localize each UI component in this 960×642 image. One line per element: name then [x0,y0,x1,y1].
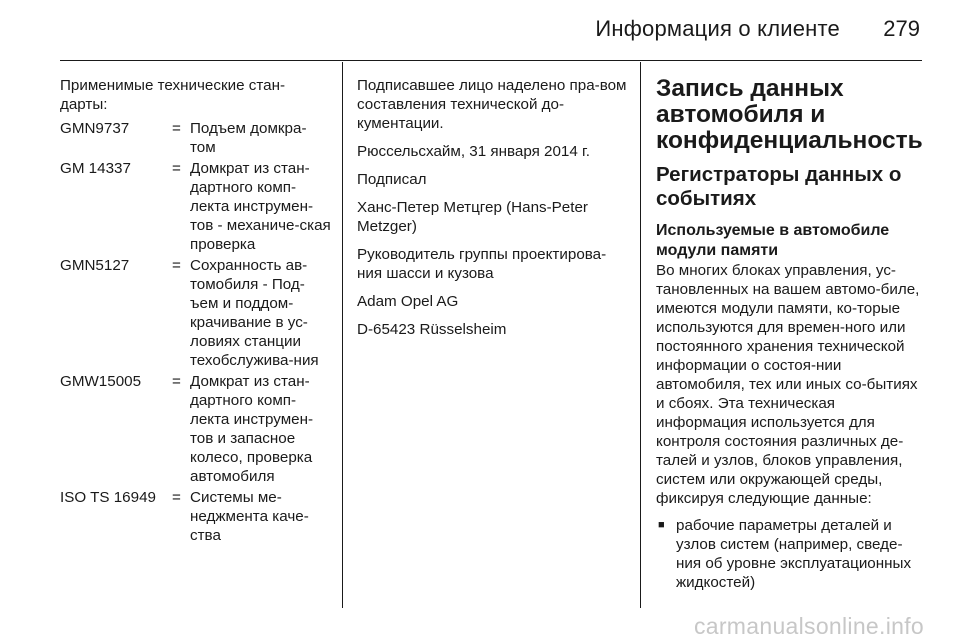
column-divider-1 [342,62,343,608]
column-standards [60,76,332,547]
bullet-item [656,516,926,592]
subsection-heading: Регистраторы данных о событиях [656,163,902,210]
standard-row [60,119,332,157]
standard-code: GMN9737 [60,120,130,137]
bullet-square-icon: ■ [658,519,665,531]
standard-code: GMW15005 [60,373,142,390]
header-title: Информация о клиенте [595,16,840,41]
signature-paragraph: Подписавшее лицо наделено пра-вом составления технической до-кументации. [357,77,627,132]
topic-heading: Используемые в автомобиле модули памяти [656,222,890,259]
standard-equals: = [172,257,181,274]
column-divider-2 [640,62,641,608]
signature-paragraph: Руководитель группы проектирова-ния шасси и кузова [357,246,607,282]
standard-row [60,372,332,486]
page-header [60,0,922,61]
column-data-recording [656,76,926,592]
signature-block [357,76,629,339]
section-heading: Запись данных автомобиля и конфиденциальность [656,75,923,154]
standard-description: Подъем домкра-том [190,120,307,156]
standard-code: ISO TS 16949 [60,489,156,506]
standard-description: Системы ме-неджмента каче-ства [190,489,309,544]
bullet-text: рабочие параметры деталей и узлов систем (например, сведе-ния об уровне эксплуатационных жидкостей) [676,517,912,591]
standard-row [60,488,332,545]
bullet-list [656,516,926,592]
watermark: carmanualsonline.info [693,613,924,639]
standard-row [60,256,332,370]
standard-equals: = [172,160,181,177]
signature-paragraph: Adam Opel AG [357,293,459,310]
signature-paragraph: Рюссельсхайм, 31 января 2014 г. [357,143,590,160]
standard-row [60,159,332,254]
standard-equals: = [172,489,181,506]
standard-code: GMN5127 [60,257,130,274]
standard-code: GM 14337 [60,160,131,177]
standard-description: Домкрат из стан-дартного комп-лекта инструмен-тов - механиче-ская проверка [190,160,331,253]
signature-paragraph: Подписал [357,171,427,188]
standard-description: Сохранность ав-томобиля - Под-ъем и поддом-крачивание в ус-ловиях станции техобслужива-ния [190,257,319,369]
column-signature [357,76,629,348]
standards-list [60,119,332,545]
body-paragraph: Во многих блоках управления, ус-тановленных на вашем автомо-биле, имеются модули памяти, ко-торые используются для времен-ного или постоянного хранения технической информации о состоя-нии автомобиля, тех или иных со-бытиях и сбоях. Эта техническая информация используется для контроля состояния различных де-талей и узлов, блоков управления, систем или окружающей среды, фиксируя следующие данные: [656,262,920,507]
standard-equals: = [172,120,181,137]
signature-paragraph: D-65423 Rüsselsheim [357,321,507,338]
standards-intro: Применимые технические стан-дарты: [60,77,286,113]
page-number: 279 [883,16,920,41]
signature-paragraph: Ханс-Петер Метцгер (Hans-Peter Metzger) [357,199,588,235]
standard-description: Домкрат из стан-дартного комп-лекта инструмен-тов и запасное колесо, проверка автомобиля [190,373,314,485]
standard-equals: = [172,373,181,390]
